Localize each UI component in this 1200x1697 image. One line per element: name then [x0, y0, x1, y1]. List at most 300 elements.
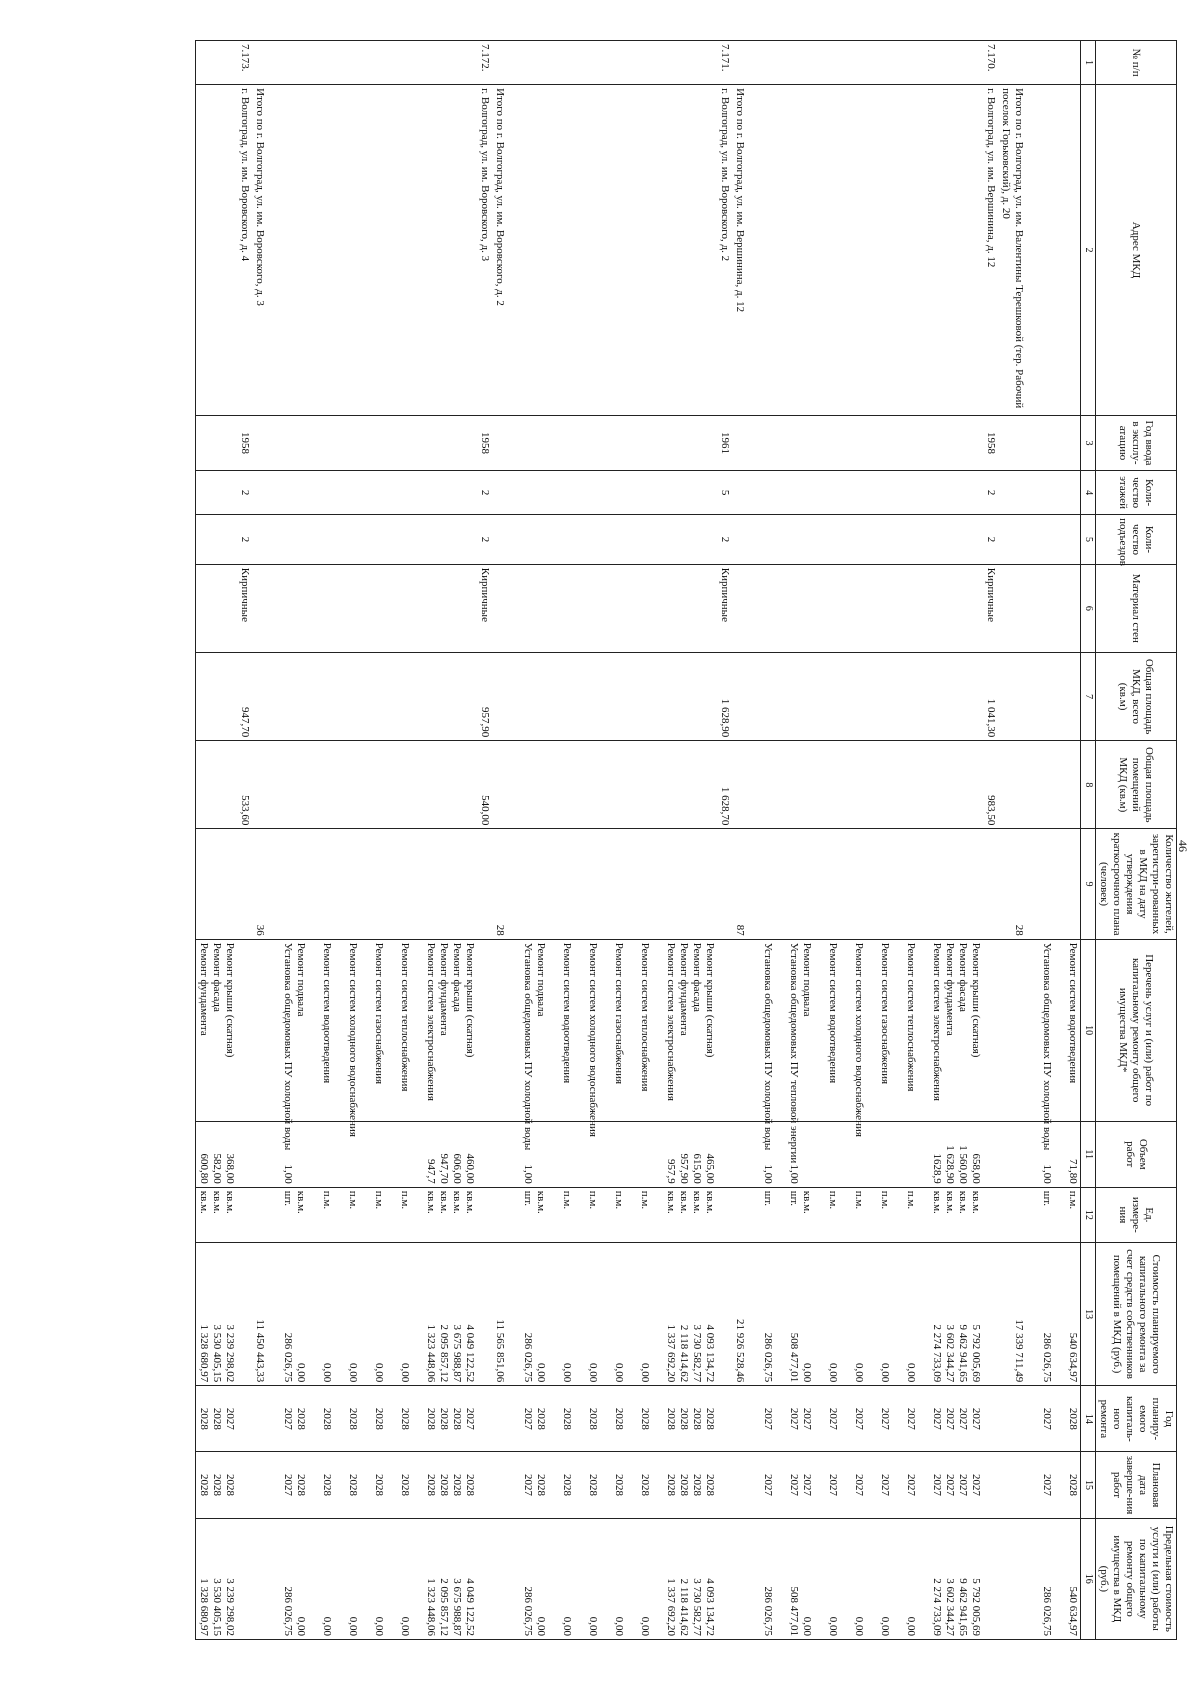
- wall-material: Кирпичные: [237, 564, 252, 652]
- work-name: Ремонт систем электроснабжения: [931, 942, 943, 1101]
- work-limit-cost: 3 602 344,27: [944, 1578, 956, 1636]
- empty-cell: [267, 471, 477, 515]
- work-volume: 615,00: [691, 1153, 703, 1184]
- work-unit: шт.: [762, 1190, 774, 1206]
- work-end-date: 2027: [762, 1474, 774, 1496]
- work-cost: 3 530 405,15: [211, 1324, 223, 1383]
- column-number: 14: [1081, 1386, 1096, 1452]
- work-unit: шт.: [1041, 1190, 1053, 1206]
- empty-cell: [732, 1187, 747, 1242]
- work-year: 2028: [678, 1407, 690, 1430]
- work-name: Ремонт подвала: [801, 942, 813, 1017]
- work-name: Ремонт фасада: [451, 942, 463, 1012]
- work-name: Ремонт систем газоснабжения: [373, 942, 385, 1085]
- work-cost: 0,00: [561, 1363, 573, 1383]
- work-unit: п.м.: [639, 1190, 651, 1210]
- empty-cell: [732, 41, 747, 85]
- work-year: 2027: [944, 1407, 956, 1430]
- work-volume-cell: [747, 1121, 983, 1187]
- empty-cell: [252, 415, 267, 470]
- work-cost: 3 602 344,27: [944, 1324, 956, 1383]
- empty-cell: [507, 85, 717, 416]
- work-year: 2028: [665, 1407, 677, 1430]
- work-unit: кв.м.: [535, 1190, 547, 1214]
- work-cost: 3 675 988,87: [451, 1324, 463, 1383]
- work-unit: кв.м.: [665, 1190, 677, 1214]
- empty-cell: [477, 1386, 492, 1452]
- work-unit: кв.м.: [691, 1190, 703, 1214]
- work-limit-cost: 0,00: [399, 1616, 411, 1636]
- work-end-date: 2028: [347, 1474, 359, 1496]
- work-name: Ремонт крыши (скатная): [224, 942, 236, 1058]
- empty-cell: [717, 1121, 732, 1187]
- work-unit: п.м.: [879, 1190, 891, 1210]
- empty-cell: [732, 564, 747, 652]
- total-area: 957,90: [477, 652, 492, 740]
- empty-cell: [252, 1187, 267, 1242]
- work-end-date: 2027: [905, 1474, 917, 1496]
- empty-cell: [983, 1121, 998, 1187]
- work-year: 2028: [613, 1407, 625, 1430]
- empty-cell: [507, 564, 717, 652]
- empty-cell: [477, 1518, 492, 1639]
- column-number: 6: [1081, 564, 1096, 652]
- rooms-area: 540,00: [477, 741, 492, 829]
- empty-cell: [477, 1121, 492, 1187]
- work-volume: 606,00: [451, 1153, 463, 1184]
- empty-cell: [747, 564, 983, 652]
- work-year: 2027: [879, 1407, 891, 1430]
- empty-cell: [477, 829, 492, 939]
- empty-cell: [983, 829, 998, 939]
- empty-cell: [477, 1452, 492, 1518]
- work-end-date: 2028: [295, 1474, 307, 1496]
- work-end-date: 2028: [211, 1474, 223, 1496]
- work-year: 2027: [522, 1407, 534, 1430]
- work-limit-cost: 0,00: [321, 1616, 333, 1636]
- work-name: Ремонт систем теплоснабжения: [399, 942, 411, 1092]
- column-header: Плановая дата заверше-ния работ: [1096, 1452, 1177, 1518]
- total-label: Итого по г. Волгоград, ул. им. Вершинина, д. 12: [732, 85, 747, 416]
- empty-cell: [492, 41, 507, 85]
- total-cost: 11 450 443,33: [252, 1242, 267, 1385]
- work-unit: п.м.: [613, 1190, 625, 1210]
- empty-cell: [252, 741, 267, 829]
- work-cost: 286 026,75: [1041, 1332, 1053, 1383]
- work-end-date: 2027: [931, 1474, 943, 1496]
- work-cost: 5 792 005,69: [970, 1324, 982, 1383]
- column-number: 3: [1081, 415, 1096, 470]
- work-name-cell: [1026, 939, 1081, 1151]
- work-unit: шт.: [522, 1190, 534, 1206]
- work-year: 2027: [957, 1407, 969, 1430]
- work-end-date: 2028: [665, 1474, 677, 1496]
- work-volume: 957,90: [678, 1153, 690, 1184]
- column-header: Коли-чество подъездов: [1096, 515, 1177, 565]
- work-name: Ремонт систем газоснабжения: [613, 942, 625, 1085]
- work-limit-cost: 0,00: [905, 1616, 917, 1636]
- empty-cell: [492, 1386, 507, 1452]
- floor-count: 2: [477, 471, 492, 515]
- empty-cell: [196, 652, 238, 740]
- work-volume: [813, 1125, 839, 1184]
- work-unit: кв.м.: [211, 1190, 223, 1214]
- work-name: Ремонт фундамента: [438, 942, 450, 1036]
- empty-cell: [252, 652, 267, 740]
- work-end-date: 2028: [321, 1474, 333, 1496]
- commission-year: 1958: [477, 415, 492, 470]
- empty-cell: [237, 1187, 252, 1242]
- work-year: 2027: [853, 1407, 865, 1430]
- total-label: Итого по г. Волгоград, ул. им. Воровского, д. 2: [492, 85, 507, 416]
- work-unit: кв.м.: [224, 1190, 236, 1214]
- work-year: 2027: [931, 1407, 943, 1430]
- work-unit: кв.м.: [451, 1190, 463, 1214]
- column-number: 1: [1081, 41, 1096, 85]
- empty-cell: [237, 829, 252, 939]
- empty-cell: [998, 741, 1026, 829]
- work-unit-cell: [196, 1187, 238, 1242]
- column-header: Адрес МКД: [1096, 85, 1177, 416]
- entrance-count: 2: [983, 515, 998, 565]
- work-unit: шт.: [788, 1190, 800, 1206]
- work-volume: [547, 1125, 573, 1184]
- work-limit-cost: 0,00: [879, 1616, 891, 1636]
- work-cost: 0,00: [879, 1363, 891, 1383]
- work-unit: п.м.: [905, 1190, 917, 1210]
- work-volume: 1,00: [788, 1164, 800, 1184]
- column-number: 9: [1081, 829, 1096, 939]
- work-name-cell: [196, 939, 238, 1121]
- work-unit: кв.м.: [295, 1190, 307, 1214]
- work-limit-cost-cell: [267, 1518, 477, 1639]
- empty-cell: [196, 564, 238, 652]
- work-name: Ремонт фасада: [957, 942, 969, 1012]
- empty-cell: [507, 471, 717, 515]
- work-name: Установка общедомовых ПУ холодной воды: [762, 942, 774, 1151]
- work-cost: 0,00: [347, 1363, 359, 1383]
- work-volume: 465,00: [704, 1153, 716, 1184]
- total-label: Итого по г. Волгоград, ул. им. Валентины Терешковой (тер. Рабочий поселок Горьковский), д. 20: [998, 85, 1026, 416]
- work-volume: 1 560,00: [957, 1145, 969, 1184]
- work-end-date: 2027: [282, 1474, 294, 1496]
- work-cost: 2 274 733,09: [931, 1324, 943, 1383]
- work-volume: [573, 1125, 599, 1184]
- column-number: 16: [1081, 1518, 1096, 1639]
- empty-cell: [732, 741, 747, 829]
- work-volume: 1 628,90: [944, 1145, 956, 1184]
- column-number: 13: [1081, 1242, 1096, 1385]
- column-number: 12: [1081, 1187, 1096, 1242]
- work-year: 2027: [905, 1407, 917, 1430]
- total-row: [998, 41, 1026, 1640]
- work-cost: 286 026,75: [522, 1332, 534, 1383]
- empty-cell: [732, 652, 747, 740]
- empty-cell: [196, 515, 238, 565]
- empty-cell: [492, 652, 507, 740]
- empty-cell: [717, 829, 732, 939]
- work-name: Ремонт систем холодного водоснабжения: [853, 942, 865, 1137]
- work-year: 2028: [438, 1407, 450, 1430]
- work-unit: кв.м.: [957, 1190, 969, 1214]
- work-unit: п.м.: [1067, 1190, 1079, 1210]
- wall-material: Кирпичные: [983, 564, 998, 652]
- empty-cell: [732, 939, 747, 1121]
- work-unit: п.м.: [827, 1190, 839, 1210]
- work-name: Ремонт фундамента: [944, 942, 956, 1036]
- building-address: г. Волгоград, ул. им. Вершинина, д. 12: [983, 85, 998, 416]
- work-volume-cell: [507, 1121, 717, 1187]
- building-row: [717, 41, 732, 1640]
- work-year: 2028: [321, 1407, 333, 1430]
- column-number: 15: [1081, 1452, 1096, 1518]
- work-name: Ремонт крыши (скатная): [464, 942, 476, 1058]
- work-limit-cost: 0,00: [535, 1616, 547, 1636]
- empty-cell: [196, 829, 238, 939]
- work-end-date-cell: [507, 1452, 717, 1518]
- empty-cell: [998, 415, 1026, 470]
- work-volume: [865, 1125, 891, 1184]
- work-end-date: 2028: [464, 1474, 476, 1496]
- empty-cell: [267, 829, 477, 939]
- work-year: 2028: [373, 1407, 385, 1430]
- work-cost: 3 730 582,77: [691, 1324, 703, 1383]
- empty-cell: [717, 939, 732, 1121]
- work-unit: п.м.: [399, 1190, 411, 1210]
- work-end-date-cell: [196, 1452, 238, 1518]
- work-year: 2028: [1067, 1407, 1079, 1430]
- work-volume: 1,00: [522, 1164, 534, 1184]
- empty-cell: [507, 515, 717, 565]
- column-header: Год ввода в эксплу-атацию: [1096, 415, 1177, 470]
- work-limit-cost: 1 337 692,20: [665, 1578, 677, 1636]
- work-volume: [534, 1125, 547, 1184]
- work-year: 2027: [282, 1407, 294, 1430]
- row-number: 7.173.: [237, 41, 252, 85]
- work-cost: 0,00: [399, 1363, 411, 1383]
- work-unit: кв.м.: [970, 1190, 982, 1214]
- work-cost: 1 337 692,20: [665, 1324, 677, 1383]
- work-name: Ремонт систем электроснабжения: [665, 942, 677, 1101]
- empty-cell: [237, 1386, 252, 1452]
- empty-cell: [492, 515, 507, 565]
- works-row: [507, 41, 717, 1640]
- empty-cell: [717, 1242, 732, 1385]
- empty-cell: [252, 1452, 267, 1518]
- total-cost: 17 339 711,49: [998, 1242, 1026, 1385]
- total-area: 947,70: [237, 652, 252, 740]
- total-row: [732, 41, 747, 1640]
- work-cost: 0,00: [639, 1363, 651, 1383]
- empty-cell: [252, 1121, 267, 1187]
- work-end-date: 2028: [678, 1474, 690, 1496]
- work-year: 2027: [762, 1407, 774, 1430]
- empty-cell: [507, 829, 717, 939]
- entrance-count: 2: [237, 515, 252, 565]
- work-limit-cost: 4 049 122,52: [464, 1578, 476, 1636]
- work-name: Установка общедомовых ПУ холодной воды: [1041, 942, 1053, 1151]
- empty-cell: [747, 741, 983, 829]
- empty-cell: [732, 415, 747, 470]
- work-volume: 71,80: [1067, 1159, 1079, 1184]
- empty-cell: [267, 415, 477, 470]
- building-address: г. Волгоград, ул. им. Воровского, д. 2: [717, 85, 732, 416]
- column-number: 5: [1081, 515, 1096, 565]
- work-limit-cost-cell: [1026, 1518, 1081, 1639]
- column-number: 4: [1081, 471, 1096, 515]
- work-end-date: 2028: [224, 1474, 236, 1496]
- work-limit-cost: 286 026,75: [762, 1586, 774, 1636]
- empty-cell: [196, 85, 238, 416]
- work-unit: кв.м.: [198, 1190, 210, 1214]
- work-name: Установка общедомовых ПУ холодной воды: [522, 942, 534, 1151]
- work-limit-cost: 3 530 405,15: [211, 1578, 223, 1636]
- work-volume: [800, 1125, 813, 1184]
- work-end-date: 2027: [801, 1474, 813, 1496]
- empty-cell: [717, 1187, 732, 1242]
- work-end-date: 2028: [198, 1474, 210, 1496]
- entrance-count: 2: [717, 515, 732, 565]
- empty-cell: [252, 41, 267, 85]
- total-residents: 28: [492, 829, 507, 939]
- work-volume: [599, 1125, 625, 1184]
- column-header: Год планиру-емого капиталь-ного ремонта: [1096, 1386, 1177, 1452]
- work-year: 2028: [535, 1407, 547, 1430]
- empty-cell: [492, 1121, 507, 1187]
- empty-cell: [1026, 415, 1081, 470]
- total-row: [252, 41, 267, 1640]
- empty-cell: [998, 1452, 1026, 1518]
- work-unit: кв.м.: [464, 1190, 476, 1214]
- empty-cell: [732, 1518, 747, 1639]
- work-end-date: 2028: [691, 1474, 703, 1496]
- work-unit: п.м.: [321, 1190, 333, 1210]
- work-limit-cost: 1 323 448,06: [425, 1578, 437, 1636]
- work-limit-cost: 3 239 298,02: [224, 1578, 236, 1636]
- work-end-date-cell: [267, 1452, 477, 1518]
- column-header: Общая площадь помещений МКД (кв.м): [1096, 741, 1177, 829]
- empty-cell: [252, 471, 267, 515]
- empty-cell: [983, 1242, 998, 1385]
- work-year-cell: [196, 1386, 238, 1452]
- work-volume: [359, 1125, 385, 1184]
- empty-cell: [983, 1452, 998, 1518]
- work-end-date: 2028: [438, 1474, 450, 1496]
- works-row: [1026, 41, 1081, 1640]
- total-residents: 28: [998, 829, 1026, 939]
- empty-cell: [998, 652, 1026, 740]
- work-volume: 947,7: [425, 1159, 437, 1184]
- work-end-date: 2028: [587, 1474, 599, 1496]
- total-cost: 21 926 528,46: [732, 1242, 747, 1385]
- empty-cell: [1026, 741, 1081, 829]
- work-end-date: 2028: [535, 1474, 547, 1496]
- empty-cell: [732, 1452, 747, 1518]
- empty-cell: [492, 564, 507, 652]
- work-year: 2028: [704, 1407, 716, 1430]
- total-row: [492, 41, 507, 1640]
- work-volume: [385, 1125, 411, 1184]
- empty-cell: [237, 1121, 252, 1187]
- floor-count: 2: [237, 471, 252, 515]
- work-limit-cost: 0,00: [561, 1616, 573, 1636]
- work-cost: 0,00: [373, 1363, 385, 1383]
- work-cost: 0,00: [321, 1363, 333, 1383]
- empty-cell: [1026, 829, 1081, 939]
- work-volume: [307, 1125, 333, 1184]
- work-cost: 0,00: [853, 1363, 865, 1383]
- work-cost: 540 634,97: [1067, 1332, 1079, 1383]
- empty-cell: [492, 1452, 507, 1518]
- work-cost: 0,00: [827, 1363, 839, 1383]
- empty-cell: [998, 1518, 1026, 1639]
- empty-cell: [507, 652, 717, 740]
- work-limit-cost: 2 274 733,09: [931, 1578, 943, 1636]
- work-name-cell: [507, 939, 717, 1151]
- work-cost: 286 026,75: [762, 1332, 774, 1383]
- work-cost: 2 095 857,12: [438, 1324, 450, 1383]
- work-volume: [333, 1125, 359, 1184]
- column-header: Предельная стоимость услуги и (или) работы по капитальному ремонту общего имущества в МКД (руб.): [1096, 1518, 1177, 1639]
- work-cost: 1 328 680,97: [198, 1324, 210, 1383]
- work-unit: п.м.: [853, 1190, 865, 1210]
- work-name: Ремонт систем водоотведения: [827, 942, 839, 1084]
- work-end-date: 2028: [399, 1474, 411, 1496]
- empty-cell: [492, 741, 507, 829]
- work-end-date: 2028: [425, 1474, 437, 1496]
- work-cost-cell: [267, 1242, 477, 1385]
- empty-cell: [267, 85, 477, 416]
- work-name: Ремонт систем водоотведения: [561, 942, 573, 1084]
- work-limit-cost: 0,00: [373, 1616, 385, 1636]
- work-end-date: 2027: [788, 1474, 800, 1496]
- work-limit-cost: 3 675 988,87: [451, 1578, 463, 1636]
- empty-cell: [747, 85, 983, 416]
- empty-cell: [196, 415, 238, 470]
- work-limit-cost-cell: [196, 1518, 238, 1639]
- empty-cell: [998, 939, 1026, 1121]
- work-unit: шт.: [282, 1190, 294, 1206]
- work-limit-cost: 0,00: [347, 1616, 359, 1636]
- page-number: 46: [1176, 840, 1190, 852]
- empty-cell: [237, 1242, 252, 1385]
- work-cost-cell: [196, 1242, 238, 1385]
- empty-cell: [267, 41, 477, 85]
- work-name: Ремонт систем теплоснабжения: [905, 942, 917, 1092]
- total-residents: 36: [252, 829, 267, 939]
- work-end-date: 2028: [561, 1474, 573, 1496]
- empty-cell: [252, 515, 267, 565]
- rooms-area: 533,60: [237, 741, 252, 829]
- work-year-cell: [1026, 1386, 1081, 1452]
- empty-cell: [252, 1386, 267, 1452]
- work-unit-cell: [267, 1187, 477, 1242]
- work-end-date: 2028: [704, 1474, 716, 1496]
- work-limit-cost: 2 095 857,12: [438, 1578, 450, 1636]
- work-year: 2028: [587, 1407, 599, 1430]
- work-cost-cell: [747, 1242, 983, 1385]
- work-limit-cost: 0,00: [613, 1616, 625, 1636]
- work-unit: кв.м.: [944, 1190, 956, 1214]
- empty-cell: [998, 41, 1026, 85]
- empty-cell: [196, 741, 238, 829]
- work-name-cell: [267, 939, 477, 1151]
- building-address: г. Волгоград, ул. им. Воровского, д. 4: [237, 85, 252, 416]
- work-limit-cost: 0,00: [295, 1616, 307, 1636]
- works-row: [267, 41, 477, 1640]
- work-limit-cost: 0,00: [827, 1616, 839, 1636]
- commission-year: 1961: [717, 415, 732, 470]
